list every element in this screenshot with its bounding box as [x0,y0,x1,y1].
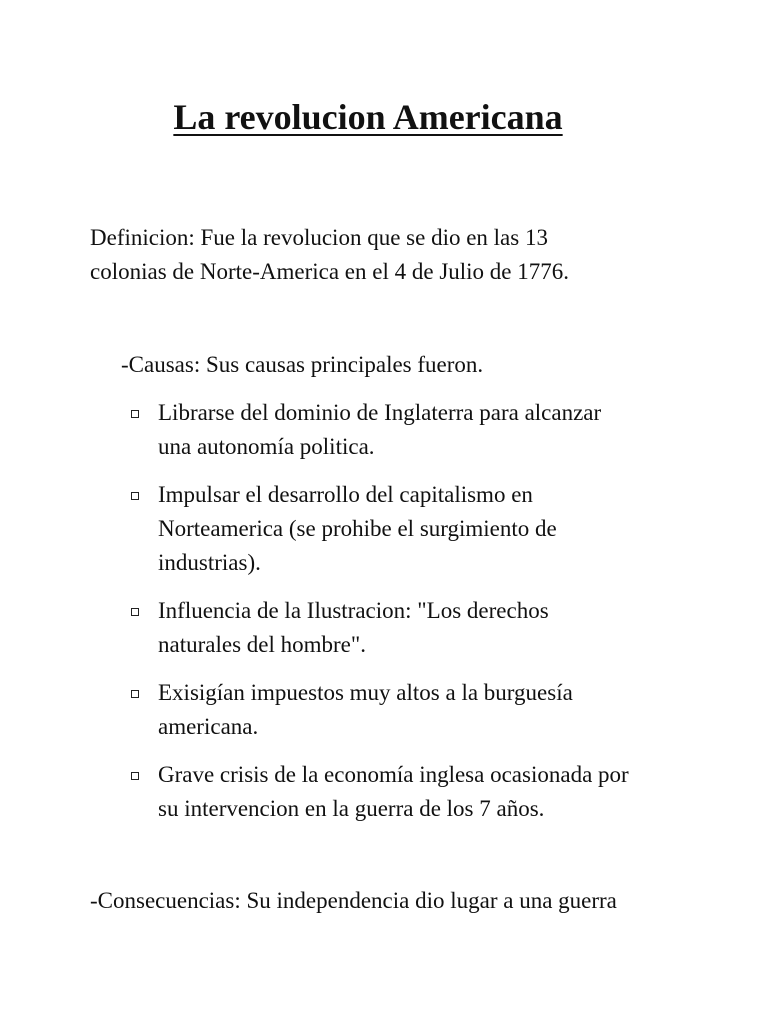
cause-4-line-1: Exisigían impuestos muy altos a la burguesía [158,680,573,705]
definition-paragraph [90,221,710,289]
cause-5-text [158,758,688,826]
list-item-cause-2 [128,478,688,580]
cause-2-line-3: industrias). [158,550,261,575]
definition-line-2: colonias de Norte-America en el 4 de Julio de 1776. [90,259,570,284]
cause-4-text [158,676,688,744]
causes-list [128,396,688,840]
cause-5-line-1: Grave crisis de la economía inglesa ocasionada por [158,762,629,787]
small-square-bullet-icon [128,594,158,628]
definition-line-1: Definicion: Fue la revolucion que se dio en las 13 [90,225,548,250]
small-square-bullet-icon [128,478,158,512]
page-title: La revolucion Americana [173,97,563,137]
list-item-cause-1 [128,396,688,464]
small-square-bullet-icon [128,396,158,430]
small-square-bullet-icon [128,676,158,710]
cause-5-line-2: su intervencion en la guerra de los 7 años. [158,796,545,821]
small-square-bullet-icon [128,758,158,792]
cause-2-line-2: Norteamerica (se prohibe el surgimiento de [158,516,557,541]
cause-2-line-1: Impulsar el desarrollo del capitalismo en [158,482,533,507]
list-item-cause-3 [128,594,688,662]
consequences-paragraph: -Consecuencias: Su independencia dio lugar a una guerra [90,888,617,913]
list-item-cause-5 [128,758,688,826]
cause-3-line-2: naturales del hombre". [158,632,367,657]
list-item-cause-4 [128,676,688,744]
causes-heading: -Causas: Sus causas principales fueron. [121,352,484,377]
cause-1-line-1: Librarse del dominio de Inglaterra para alcanzar [158,400,602,425]
cause-4-line-2: americana. [158,714,259,739]
cause-1-line-2: una autonomía politica. [158,434,375,459]
cause-3-text [158,594,688,662]
cause-1-text [158,396,688,464]
cause-3-line-1: Influencia de la Ilustracion: "Los derechos [158,598,549,623]
cause-2-text [158,478,688,580]
